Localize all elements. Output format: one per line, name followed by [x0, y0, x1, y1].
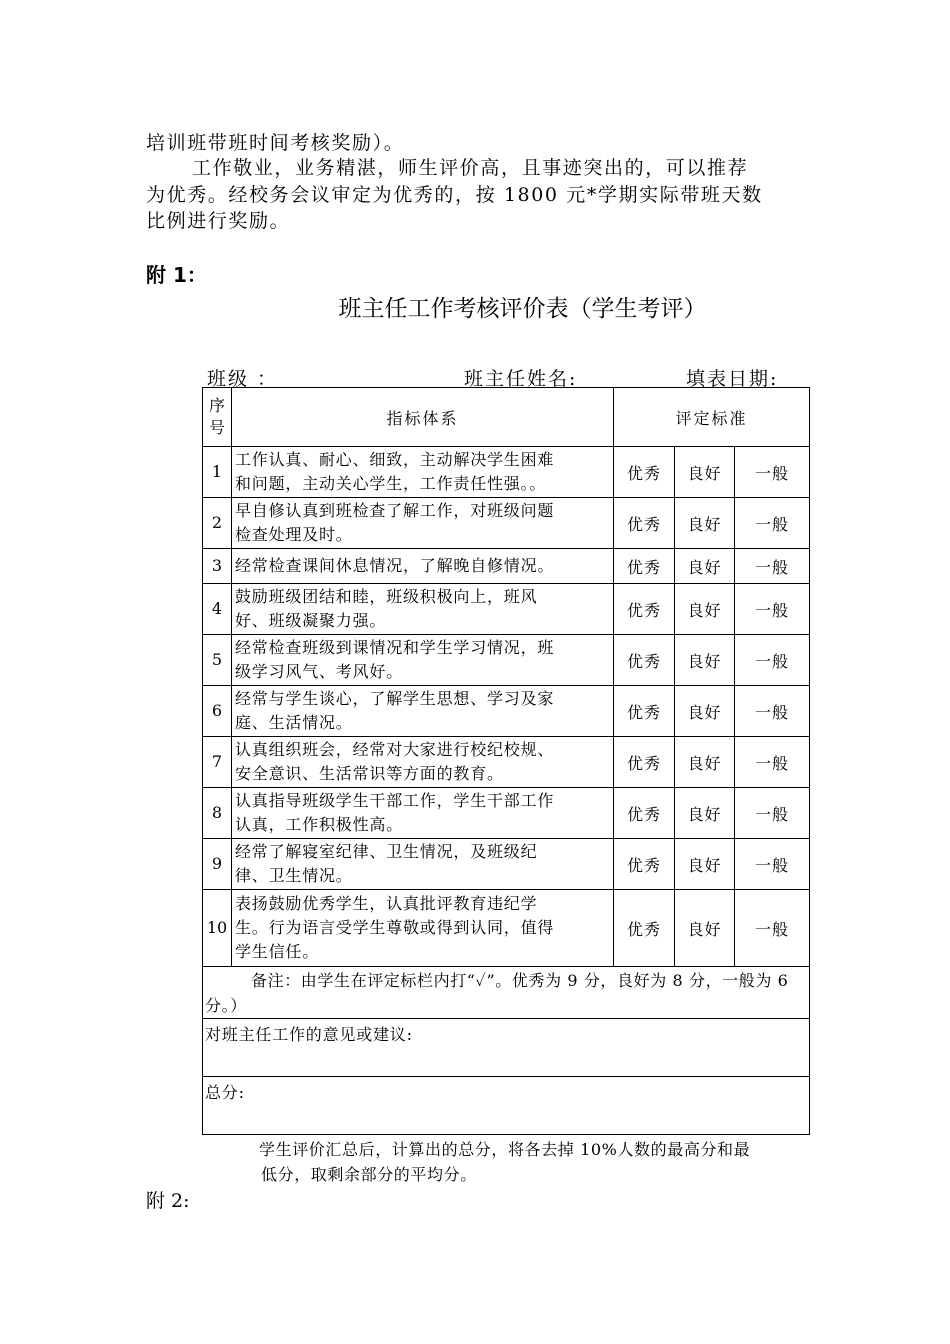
fill-date-label: 填表日期:	[686, 368, 779, 390]
row-number: 5	[203, 635, 232, 686]
table-row	[203, 839, 810, 890]
rating-excellent[interactable]: 优秀	[614, 549, 675, 584]
header-rating-standard: 评定标准	[614, 388, 810, 447]
rating-good[interactable]: 良好	[675, 788, 735, 839]
row-number: 7	[203, 737, 232, 788]
table-header-row	[203, 388, 810, 447]
indicator-text	[232, 498, 614, 549]
total-score-field[interactable]: 总分:	[203, 1077, 810, 1135]
indicator-text	[232, 737, 614, 788]
rating-average[interactable]: 一般	[735, 890, 810, 967]
row-number: 8	[203, 788, 232, 839]
indicator-text-line: 安全意识、生活常识等方面的教育。	[235, 764, 504, 783]
indicator-text-line: 经常检查课间休息情况，了解晚自修情况。	[235, 556, 555, 575]
indicator-text-line: 鼓励班级团结和睦，班级积极向上，班风	[235, 587, 538, 606]
indicator-text-line: 律、卫生情况。	[235, 866, 353, 885]
rating-good[interactable]: 良好	[675, 737, 735, 788]
rating-average[interactable]: 一般	[735, 498, 810, 549]
rating-average[interactable]: 一般	[735, 635, 810, 686]
indicator-text	[232, 788, 614, 839]
suggestion-row	[203, 1019, 810, 1077]
rating-average[interactable]: 一般	[735, 839, 810, 890]
table-row	[203, 447, 810, 498]
table-row	[203, 686, 810, 737]
footnote-line-1: 学生评价汇总后，计算出的总分，将各去掉 10%人数的最高分和最	[259, 1140, 751, 1159]
indicator-text-line: 表扬鼓励优秀学生，认真批评教育违纪学	[235, 894, 538, 913]
evaluation-table	[202, 387, 810, 1135]
rating-average[interactable]: 一般	[735, 447, 810, 498]
indicator-text-line: 认真指导班级学生干部工作，学生干部工作	[235, 791, 555, 810]
row-number: 2	[203, 498, 232, 549]
rating-average[interactable]: 一般	[735, 737, 810, 788]
indicator-text-line: 检查处理及时。	[235, 525, 353, 544]
table-row	[203, 635, 810, 686]
indicator-text	[232, 447, 614, 498]
indicator-text	[232, 584, 614, 635]
indicator-text-line: 经常检查班级到课情况和学生学习情况，班	[235, 638, 555, 657]
form-title: 班主任工作考核评价表（学生考评）	[338, 296, 707, 322]
indicator-text	[232, 839, 614, 890]
indicator-text-line: 经常了解寝室纪律、卫生情况，及班级纪	[235, 842, 538, 861]
note-text: 备注：由学生在评定标栏内打“✓”。优秀为 9 分，良好为 8 分，一般为 6 分。）	[203, 967, 810, 1019]
total-score-row	[203, 1077, 810, 1135]
indicator-text-line: 经常与学生谈心，了解学生思想、学习及家	[235, 689, 555, 708]
teacher-name-label: 班主任姓名:	[464, 368, 578, 390]
paragraph-line-1: 培训班带班时间考核奖励）。	[146, 132, 405, 154]
table-row	[203, 890, 810, 967]
row-number: 9	[203, 839, 232, 890]
rating-good[interactable]: 良好	[675, 839, 735, 890]
rating-excellent[interactable]: 优秀	[614, 447, 675, 498]
indicator-text	[232, 890, 614, 967]
header-indicator-system: 指标体系	[232, 388, 614, 447]
rating-average[interactable]: 一般	[735, 788, 810, 839]
class-label: 班级 ：	[207, 368, 279, 390]
indicator-text-line: 生。行为语言受学生尊敬或得到认同，值得	[235, 918, 555, 937]
rating-good[interactable]: 良好	[675, 890, 735, 967]
appendix-2-label: 附 2:	[146, 1190, 190, 1212]
row-number: 1	[203, 447, 232, 498]
indicator-text	[232, 549, 614, 584]
table-row	[203, 584, 810, 635]
table-row	[203, 788, 810, 839]
row-number: 4	[203, 584, 232, 635]
rating-average[interactable]: 一般	[735, 584, 810, 635]
indicator-text-line: 早自修认真到班检查了解工作，对班级问题	[235, 501, 555, 520]
rating-excellent[interactable]: 优秀	[614, 737, 675, 788]
indicator-text-line: 好、班级凝聚力强。	[235, 611, 387, 630]
header-serial-number: 序 号	[203, 388, 232, 447]
indicator-text-line: 级学习风气、考风好。	[235, 662, 404, 681]
indicator-text-line: 认真，工作积极性高。	[235, 815, 404, 834]
rating-good[interactable]: 良好	[675, 686, 735, 737]
table-row	[203, 737, 810, 788]
rating-good[interactable]: 良好	[675, 498, 735, 549]
indicator-text	[232, 686, 614, 737]
rating-good[interactable]: 良好	[675, 549, 735, 584]
suggestion-field[interactable]: 对班主任工作的意见或建议:	[203, 1019, 810, 1077]
rating-average[interactable]: 一般	[735, 549, 810, 584]
rating-good[interactable]: 良好	[675, 635, 735, 686]
row-number: 6	[203, 686, 232, 737]
rating-good[interactable]: 良好	[675, 447, 735, 498]
paragraph-line-4: 比例进行奖励。	[146, 210, 291, 232]
rating-excellent[interactable]: 优秀	[614, 839, 675, 890]
rating-excellent[interactable]: 优秀	[614, 584, 675, 635]
footnote-line-2: 低分，取剩余部分的平均分。	[261, 1165, 477, 1184]
indicator-text-line: 工作认真、耐心、细致，主动解决学生困难	[235, 450, 555, 469]
table-row	[203, 549, 810, 584]
note-row	[203, 967, 810, 1019]
rating-excellent[interactable]: 优秀	[614, 788, 675, 839]
rating-excellent[interactable]: 优秀	[614, 635, 675, 686]
rating-good[interactable]: 良好	[675, 584, 735, 635]
appendix-1-label: 附 1：	[146, 263, 207, 287]
footnote	[231, 1137, 811, 1187]
indicator-text-line: 和问题，主动关心学生，工作责任性强。。	[235, 474, 547, 493]
indicator-text-line: 学生信任。	[235, 942, 320, 961]
rating-excellent[interactable]: 优秀	[614, 686, 675, 737]
row-number: 3	[203, 549, 232, 584]
indicator-text-line: 认真组织班会，经常对大家进行校纪校规、	[235, 740, 555, 759]
paragraph-line-3: 为优秀。经校务会议审定为优秀的，按 1800 元*学期实际带班天数	[146, 184, 763, 206]
row-number: 10	[203, 890, 232, 967]
indicator-text-line: 庭、生活情况。	[235, 713, 353, 732]
indicator-text	[232, 635, 614, 686]
rating-excellent[interactable]: 优秀	[614, 498, 675, 549]
rating-average[interactable]: 一般	[735, 686, 810, 737]
rating-excellent[interactable]: 优秀	[614, 890, 675, 967]
paragraph-line-2: 工作敬业，业务精湛，师生评价高，且事迹突出的，可以推荐	[192, 157, 749, 179]
table-row	[203, 498, 810, 549]
